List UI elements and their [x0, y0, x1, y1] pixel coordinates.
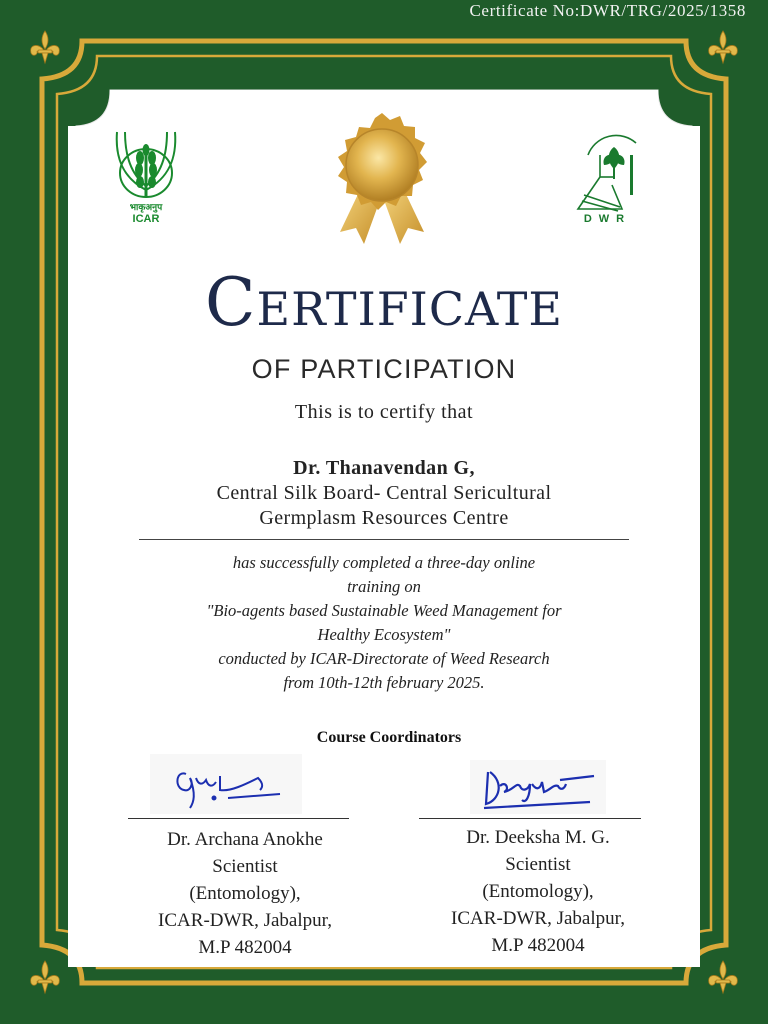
recipient-org-line1: Central Silk Board- Central Sericultural [216, 482, 552, 504]
fleur-de-lis-icon [25, 27, 65, 67]
course-coordinators-heading: Course Coordinators [316, 729, 462, 746]
certify-intro: This is to certify that [294, 401, 474, 423]
signature-line [128, 818, 349, 819]
dwr-logo [570, 125, 645, 227]
coordinator-org: ICAR-DWR, Jabalpur, [451, 908, 625, 929]
fleur-de-lis-icon [703, 27, 743, 67]
icar-logo-text [103, 200, 189, 225]
coordinator-block [418, 824, 658, 959]
training-description [130, 551, 638, 695]
certificate-number: Certificate No:DWR/TRG/2025/1358 [469, 1, 746, 20]
fleur-de-lis-icon [703, 957, 743, 997]
signature-line [419, 818, 641, 819]
certificate-title: Certificate [204, 264, 563, 341]
description-line: has successfully completed a three-day online [232, 553, 536, 572]
description-line: "Bio-agents based Sustainable Weed Management for [206, 601, 562, 620]
icar-text: ICAR [132, 213, 160, 225]
certificate-subtitle: OF PARTICIPATION [251, 354, 517, 384]
coordinator-name: Dr. Deeksha M. G. [466, 827, 610, 848]
coordinator-block [125, 826, 365, 961]
fleur-de-lis-icon [25, 957, 65, 997]
dwr-logo-text: DWR [583, 213, 632, 225]
recipient-name: Dr. Thanavendan G, [293, 457, 475, 479]
coordinator-org: ICAR-DWR, Jabalpur, [158, 910, 332, 931]
signature-image [150, 754, 302, 814]
coordinator-dept: (Entomology), [189, 883, 301, 904]
coordinator-name: Dr. Archana Anokhe [167, 829, 323, 850]
coordinator-address: M.P 482004 [198, 937, 292, 958]
gold-medal-icon [322, 110, 442, 248]
coordinator-dept: (Entomology), [482, 881, 594, 902]
description-line: from 10th-12th february 2025. [283, 673, 485, 692]
coordinator-address: M.P 482004 [491, 935, 585, 956]
icar-hindi-text: भाकृअनुप [129, 202, 163, 212]
recipient-block [0, 456, 768, 531]
recipient-org-line2: Germplasm Resources Centre [259, 507, 509, 529]
divider [139, 539, 629, 540]
coordinator-role: Scientist [212, 856, 278, 877]
description-line: training on [347, 577, 421, 596]
description-line: Healthy Ecosystem" [317, 625, 451, 644]
description-line: conducted by ICAR-Directorate of Weed Research [218, 649, 550, 668]
signature-image [470, 760, 606, 814]
coordinator-role: Scientist [505, 854, 571, 875]
